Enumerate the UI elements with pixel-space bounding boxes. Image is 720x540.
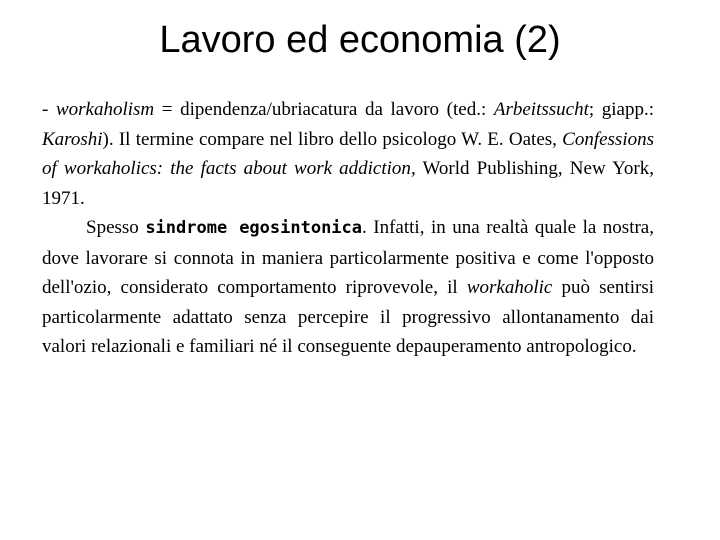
paragraph-egosyntonic: [42, 213, 654, 362]
term-arbeitssucht: Arbeitssucht: [493, 99, 589, 120]
list-dash: -: [42, 99, 56, 120]
slide-title: Lavoro ed economia (2): [159, 19, 561, 61]
book-title: Confessions of workaholics: the facts about work addiction: [42, 128, 654, 179]
book-publisher: , World Publishing, New York, 1971.: [42, 158, 655, 209]
definition-text-2: ; giapp.:: [588, 99, 654, 120]
term-sindrome-egosintonica: sindrome egosintonica: [145, 218, 363, 238]
slide-body: [42, 95, 654, 362]
paragraph-text-2: . Infatti, in una realtà quale la nostra, dove lavorare si connota in maniera particolarmente positiva e come l'opposto dell'ozio, considerato comportamento riprovevole, il: [42, 217, 654, 298]
definition-text-3: ). Il termine compare nel libro dello psicologo W. E. Oates,: [102, 128, 563, 150]
term-karoshi: Karoshi: [42, 128, 103, 150]
paragraph-text-1: Spesso: [86, 217, 146, 238]
paragraph-workaholism-definition: [42, 95, 654, 213]
term-workaholic: workaholic: [466, 277, 553, 298]
definition-text: = dipendenza/ubriacatura da lavoro (ted.:: [154, 99, 494, 120]
term-workaholism: workaholism: [55, 99, 155, 120]
paragraph-text-3: può sentirsi particolarmente adattato senza percepire il progressivo allontanamento dai valori relazionali e familiari né il conseguente depauperamento antropologico.: [42, 277, 654, 357]
